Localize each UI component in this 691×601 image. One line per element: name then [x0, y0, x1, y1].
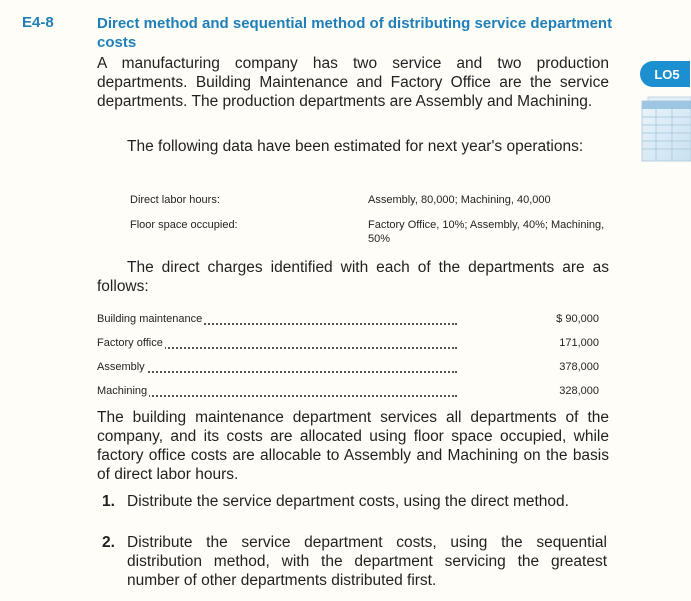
dot-leader [97, 371, 457, 373]
allocation-basis-paragraph: The building maintenance department services all departments of the company, and its costs are allocated using floor space occupied, while factory office costs are allocable to Assembly and Machining on the basis of direct labor hours. [97, 409, 609, 483]
charge-row [97, 313, 607, 327]
question-text: Distribute the service department costs, using the direct method. [127, 493, 569, 510]
charge-department: Assembly [97, 361, 145, 373]
data-intro-paragraph: The following data have been estimated for next year's operations: [127, 138, 584, 155]
spreadsheet-icon [636, 95, 691, 163]
intro-paragraph: A manufacturing company has two service and two production departments. Building Maintenance and Factory Office are the service departments. The production departments are Assembly and Machining. [97, 55, 609, 110]
charge-amount: $ 90,000 [556, 313, 599, 325]
dot-leader [97, 395, 457, 397]
learning-objective-badge: LO5 [640, 61, 690, 87]
question-text: Distribute the service department costs, using the sequential distribution method, with the department servicing the greatest number of other departments distributed first. [127, 534, 607, 589]
exercise-title: Direct method and sequential method of distributing service department costs [97, 15, 613, 51]
estimate-label: Floor space occupied: [130, 219, 238, 231]
estimate-label: Direct labor hours: [130, 194, 220, 206]
question-number: 2. [102, 534, 115, 551]
charge-amount: 328,000 [559, 385, 599, 397]
charge-amount: 171,000 [559, 337, 599, 349]
question-number: 1. [102, 493, 115, 510]
exercise-number: E4-8 [22, 14, 54, 31]
charge-row [97, 361, 607, 375]
charge-amount: 378,000 [559, 361, 599, 373]
charge-row [97, 385, 607, 399]
estimate-value: Assembly, 80,000; Machining, 40,000 [368, 194, 551, 206]
charge-department: Machining [97, 385, 148, 397]
charge-department: Factory office [97, 337, 163, 349]
charges-intro-paragraph: The direct charges identified with each of the departments are as follows: [97, 259, 609, 295]
estimate-value: Factory Office, 10%; Assembly, 40%; Machining, 50% [368, 219, 605, 245]
charge-department: Building maintenance [97, 313, 203, 325]
charge-row [97, 337, 607, 351]
